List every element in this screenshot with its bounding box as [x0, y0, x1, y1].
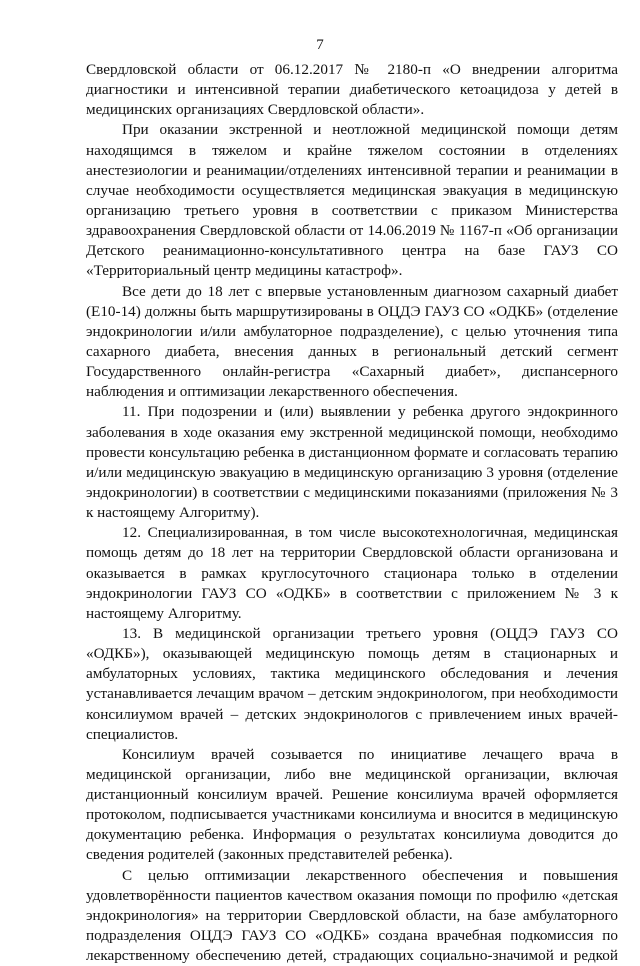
text-line: анестезиологии и реанимации/отделениях интенсивной терапии и реанимации в: [86, 161, 618, 179]
paragraph: [86, 866, 618, 966]
text-line: Детского реанимационно-консультативного центра на базе ГАУЗ СО: [86, 242, 618, 260]
text-line: дистанционный консилиум врачей. Решение консилиума врачей оформляется: [86, 786, 618, 804]
text-line: Свердловской области от 06.12.2017 № 2180-п «О внедрении алгоритма: [86, 61, 618, 78]
text-line: сведения родителей (законных представителей ребенка).: [86, 846, 453, 864]
text-line: эндокринологии и/или амбулаторное подразделение), с целью уточнения типа: [86, 322, 618, 340]
paragraph: [86, 624, 618, 745]
document-body: [86, 60, 618, 966]
text-line: протоколом, подписывается участниками консилиума и вносится в медицинскую: [86, 806, 618, 824]
text-line: 13. В медицинской организации третьего уровня (ОЦДЭ ГАУЗ СО: [122, 624, 618, 642]
text-line: оказывается в рамках круглосуточного стационара только в отделении: [86, 564, 618, 582]
text-line: эндокринология» на территории Свердловской области, на базе амбулаторного: [86, 906, 618, 924]
text-line: и/или медицинскую эвакуацию в медицинскую организацию 3 уровня (отделение: [86, 463, 618, 481]
text-line: организацию третьего уровня в соответствии с приказом Министерства: [86, 201, 618, 219]
text-line: С целью оптимизации лекарственного обеспечения и повышения: [122, 866, 618, 884]
text-line: эндокринологии ГАУЗ СО «ОДКБ» в соответствии с приложением № 3 к: [86, 584, 618, 602]
text-line: «Территориальный центр медицины катастроф».: [86, 262, 403, 280]
paragraph: [86, 120, 618, 281]
paragraph: [86, 282, 618, 403]
text-line: Консилиум врачей созывается по инициативе лечащего врача в: [122, 745, 618, 763]
text-line: «ОДКБ»), оказывающей медицинскую помощь детям в стационарных и: [86, 645, 618, 663]
text-line: здравоохранения Свердловской области от 14.06.2019 № 1167-п «Об организации: [86, 222, 618, 240]
text-line: медицинской организации, либо вне медицинской организации, включая: [86, 765, 618, 783]
text-line: специалистов.: [86, 725, 179, 743]
text-line: амбулаторных условиях, тактика медицинского обследования и лечения: [86, 665, 618, 683]
text-line: помощь детям до 18 лет на территории Свердловской области организована и: [86, 544, 618, 562]
text-line: наблюдения и оптимизации лекарственного обеспечения.: [86, 383, 458, 401]
paragraph: [86, 60, 618, 120]
text-line: находящимся в тяжелом и крайне тяжелом состоянии в отделениях: [86, 141, 618, 159]
text-line: документацию ребенка. Информация о результатах консилиума доводится до: [86, 826, 618, 844]
paragraph: [86, 745, 618, 866]
text-line: 12. Специализированная, в том числе высокотехнологичная, медицинская: [122, 524, 618, 542]
text-line: диагностики и интенсивной терапии диабетического кетоацидоза у детей в: [86, 81, 618, 99]
text-line: удовлетворённости пациентов качеством оказания помощи по профилю «детская: [86, 886, 618, 904]
text-line: медицинских организациях Свердловской области».: [86, 101, 425, 119]
text-line: 11. При подозрении и (или) выявлении у ребенка другого эндокринного: [122, 403, 618, 421]
text-line: настоящему Алгоритму.: [86, 604, 242, 622]
text-line: эндокринологии) в соответствии с медицинскими показаниями (приложения № 3: [86, 483, 618, 501]
text-line: к настоящему Алгоритму).: [86, 504, 260, 522]
text-line: сахарного диабета, внесения данных в региональный детский сегмент: [86, 342, 618, 360]
text-line: Государственного онлайн-регистра «Сахарный диабет», диспансерного: [86, 363, 618, 381]
page-number: 7: [316, 37, 324, 53]
text-line: консилиумом врачей – детских эндокринологов с привлечением иных врачей-: [86, 705, 618, 723]
text-line: (Е10-14) должны быть маршрутизированы в ОЦДЭ ГАУЗ СО «ОДКБ» (отделение: [86, 302, 618, 320]
text-line: устанавливается лечащим врачом – детским эндокринологом, при необходимости: [86, 685, 618, 703]
text-line: Все дети до 18 лет с впервые установленным диагнозом сахарный диабет: [122, 282, 618, 300]
text-line: заболевания в ходе оказания ему экстренной медицинской помощи, необходимо: [86, 423, 618, 441]
text-line: лекарственному обеспечению детей, страдающих социально-значимой и редкой: [86, 947, 618, 965]
paragraph: [86, 402, 618, 523]
paragraph: [86, 523, 618, 624]
text-line: подразделения ОЦДЭ ГАУЗ СО «ОДКБ» создана врачебная подкомиссия по: [86, 927, 618, 945]
text-line: случае необходимости осуществляется медицинская эвакуация в медицинскую: [86, 181, 618, 199]
text-line: При оказании экстренной и неотложной медицинской помощи детям: [122, 121, 618, 139]
text-line: провести консультацию ребенка в дистанционном формате и согласовать терапию: [86, 443, 618, 461]
